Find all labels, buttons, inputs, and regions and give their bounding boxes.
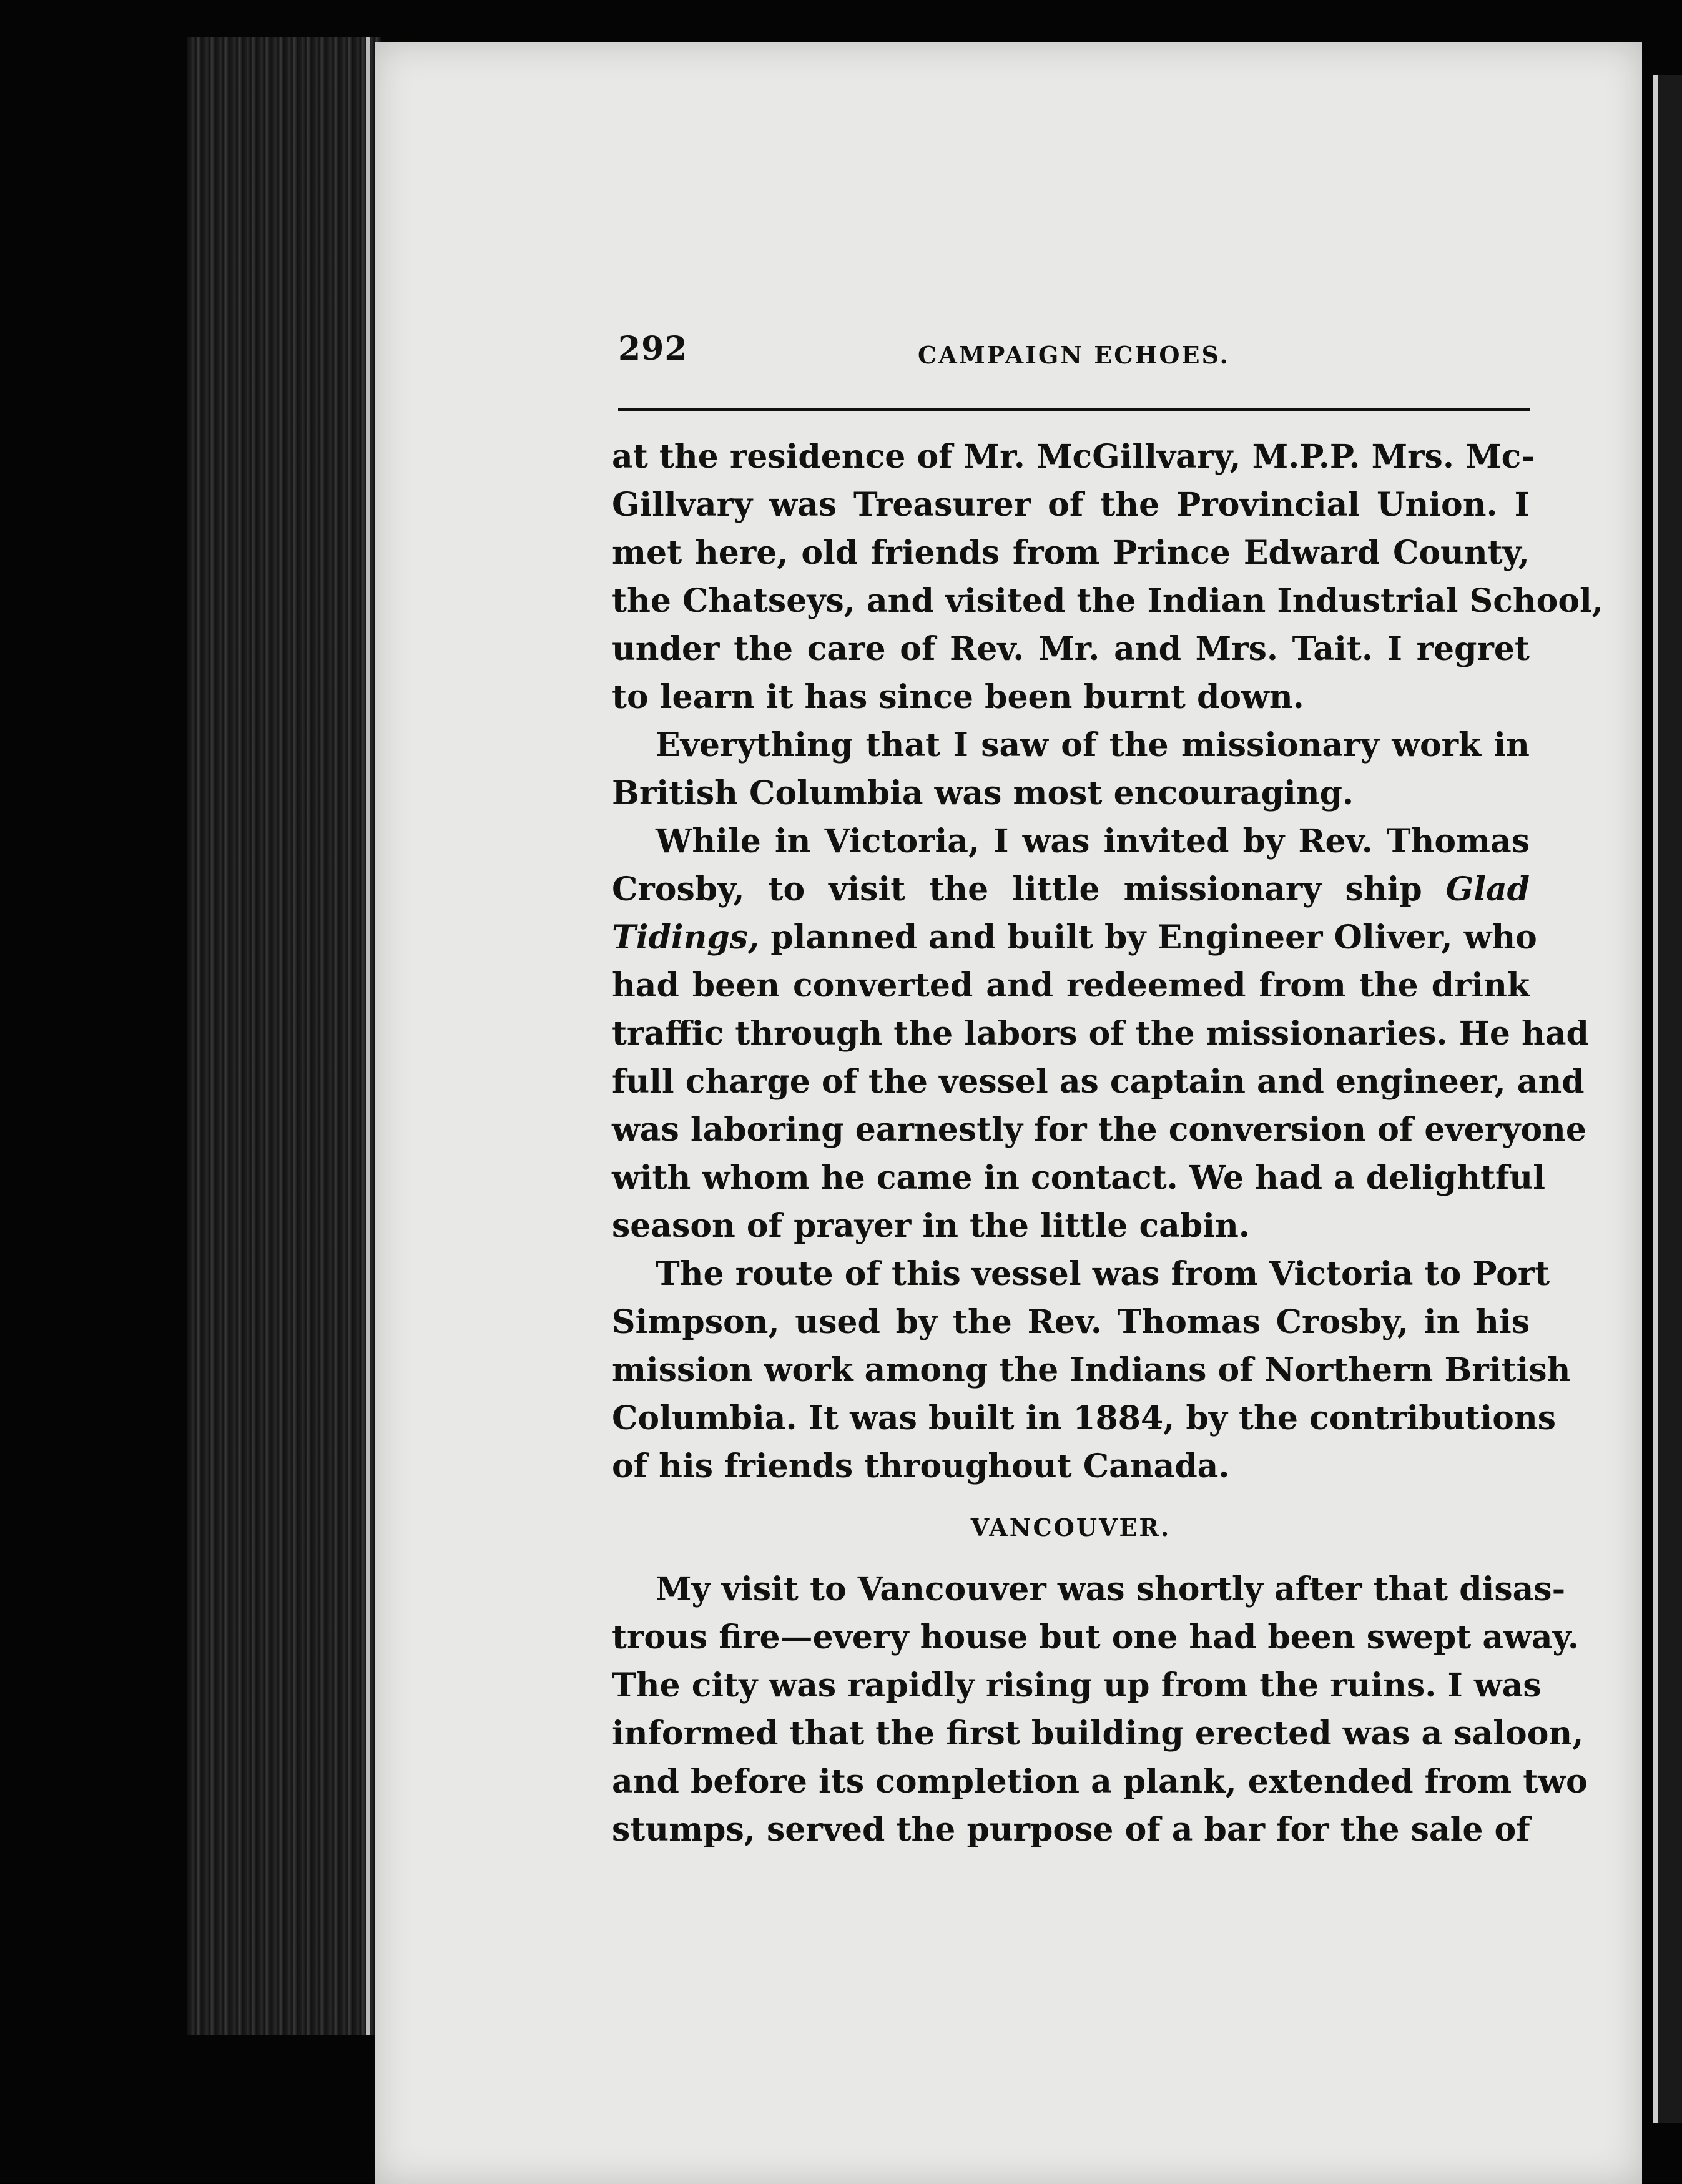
page-header [618,292,1648,417]
text-line: Columbia. It was built in 1884, by the contributions [612,1399,1557,1437]
ship-name-italic: Tidings, [612,918,760,957]
text-line: the Chatseys, and visited the Indian Industrial School, [612,582,1603,620]
page-number: 292 [618,330,688,368]
text-line: with whom he came in contact. We had a delightful [612,1159,1545,1197]
text-line: While in Victoria, I was invited by Rev. Thomas [656,822,1530,860]
text-line: traffic through the labors of the missionaries. He had [612,1015,1589,1053]
running-head: CAMPAIGN ECHOES. [918,341,1230,369]
text-line: and before its completion a plank, extended from two [612,1763,1588,1801]
text-line: Simpson, used by the Rev. Thomas Crosby, in his [612,1303,1530,1341]
text-line: to learn it has since been burnt down. [612,678,1304,716]
text-line: at the residence of Mr. McGillvary, M.P.P. Mrs. Mc- [612,438,1535,476]
text-line: had been converted and redeemed from the drink [612,967,1530,1005]
text-line: My visit to Vancouver was shortly after that disas- [656,1570,1566,1608]
text-fragment: Crosby, to visit the little missionary ship [612,870,1446,908]
text-line: trous fire—every house but one had been swept away. [612,1618,1579,1656]
text-line [612,913,1537,962]
book-page [375,42,1642,2184]
text-line: met here, old friends from Prince Edward County, [612,534,1530,572]
text-line: stumps, served the purpose of a bar for the sale of [612,1811,1530,1849]
text-line: informed that the first building erected was a saloon, [612,1714,1584,1753]
text-fragment: planned and built by Engineer Oliver, who [759,918,1537,957]
text-line [612,865,1530,913]
ship-name-italic: Glad [1445,870,1530,908]
text-line: was laboring earnestly for the conversion of everyone [612,1111,1586,1149]
text-line: The route of this vessel was from Victoria to Port [656,1255,1550,1293]
text-line: Gillvary was Treasurer of the Provincial Union. I [612,486,1530,524]
header-rule [618,408,1530,411]
section-heading: VANCOUVER. [970,1513,1171,1542]
text-line: The city was rapidly rising up from the ruins. I was [612,1666,1542,1704]
text-line: British Columbia was most encouraging. [612,774,1354,812]
text-line: Everything that I saw of the missionary work in [656,726,1530,764]
text-line: under the care of Rev. Mr. and Mrs. Tait. I regret [612,630,1530,668]
adjacent-page-edge [1653,75,1682,2123]
text-line: full charge of the vessel as captain and engineer, and [612,1063,1585,1101]
book-page-edges [187,37,381,2035]
text-line: of his friends throughout Canada. [612,1447,1230,1485]
text-line: season of prayer in the little cabin. [612,1207,1250,1245]
text-line: mission work among the Indians of Northern British [612,1351,1571,1389]
page-body [612,433,1603,1854]
